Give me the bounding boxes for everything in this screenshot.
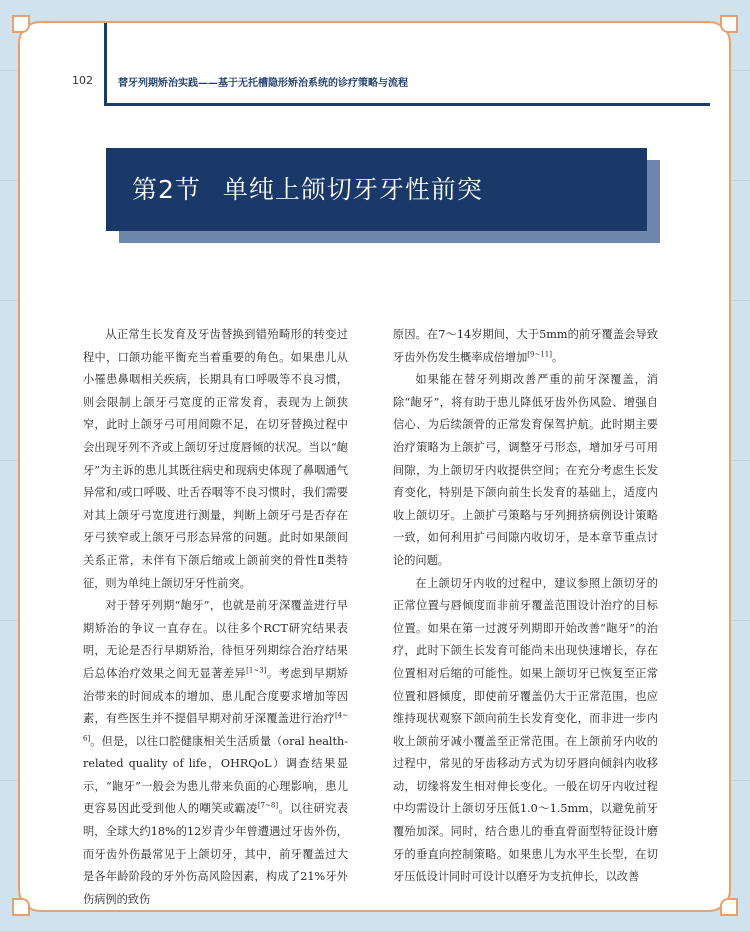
- paragraph: [393, 324, 658, 369]
- text-run: 对于替牙列期“龅牙”，也就是前牙深覆盖进行早期矫治的争议一直存在。以往多个RCT研究结果表明，无论是否行早期矫治，待恒牙列期综合治疗结果后总体治疗效果之间无显著差异: [83, 599, 348, 680]
- citation-ref: [7~8]: [257, 801, 279, 810]
- citation-ref: [4~6]: [83, 711, 348, 742]
- header-horizontal-rule: [104, 103, 710, 106]
- citation-ref: [1~3]: [246, 666, 267, 675]
- citation-ref: [9~11]: [527, 349, 552, 358]
- text-run: 。以往研究表明，全球大约18%的12岁青少年曾遭遇过牙齿外伤，而牙齿外伤最常见于上颌切牙，其中，前牙覆盖过大是各年龄阶段的牙外伤高风险因素，构成了21%牙外伤病例的致伤: [83, 802, 348, 906]
- corner-ornament: [12, 898, 30, 916]
- text-run: 原因。在7～14岁期间，大于5mm的前牙覆盖会导致牙齿外伤发生概率成倍增加: [393, 328, 658, 364]
- text-run: 。: [551, 350, 564, 364]
- paragraph: 如果能在替牙列期改善严重的前牙深覆盖，消除“龅牙”，将有助于患儿降低牙齿外伤风险、增强自信心、为后续颌骨的正常发育保驾护航。此时期主要治疗策略为上颌扩弓，调整牙弓形态，增加牙弓可用间隙，为上颌切牙内收提供空间；在充分考虑生长发育变化，特别是下颌向前生长发育的基础上，适度内收上颌切牙。上颌扩弓策略与牙列拥挤病例设计策略一致，如何利用扩弓间隙内收切牙，是本章节重点讨论的问题。: [393, 373, 658, 567]
- paragraph: [83, 595, 348, 911]
- page-number: 102: [72, 74, 93, 87]
- corner-ornament: [12, 15, 30, 33]
- section-heading: [132, 170, 483, 206]
- text-run: 。考虑到早期矫治带来的时间成本的增加、患儿配合度要求增加等因素，有些医生并不提倡早期对前牙深覆盖进行治疗: [83, 666, 348, 726]
- header-vertical-rule: [104, 23, 107, 105]
- section-title: 单纯上颌切牙牙性前突: [222, 175, 483, 204]
- running-title: 替牙列期矫治实践——基于无托槽隐形矫治系统的诊疗策略与流程: [118, 78, 408, 89]
- right-text-column: [393, 324, 658, 889]
- corner-ornament: [720, 15, 738, 33]
- corner-ornament: [720, 898, 738, 916]
- text-run: 。但是，以往口腔健康相关生活质量（oral health-related quality of life，OHRQoL）调查结果显示，“龅牙”一般会为患儿带来负面的心理影响，患儿更容易因此受到他人的嘲笑或霸凌: [83, 734, 348, 816]
- left-text-column: [83, 324, 348, 911]
- paragraph: 从正常生长发育及牙齿替换到错殆畸形的转变过程中，口颌功能平衡充当着重要的角色。如果患儿从小罹患鼻咽相关疾病，长期具有口呼吸等不良习惯，则会限制上颌牙弓宽度的正常发育，表现为上颌狭窄，此时上颌牙弓可用间隙不足，在切牙替换过程中会出现牙列不齐或上颌切牙过度唇倾的状况。当以“龅牙”为主诉的患儿其既往病史和现病史体现了鼻咽通气异常和/或口呼吸、吐舌吞咽等不良习惯时，我们需要对其上颌牙弓宽度进行测量，判断上颌牙弓是否存在牙弓狭窄或上颌牙弓形态异常的问题。此时如果颌间关系正常，未伴有下颌后缩或上颌前突的骨性Ⅱ类特征，则为单纯上颌切牙牙性前突。: [83, 328, 348, 590]
- section-title-box: [106, 148, 647, 231]
- paragraph: 在上颌切牙内收的过程中，建议参照上颌切牙的正常位置与唇倾度而非前牙覆盖范围设计治疗的目标位置。如果在第一过渡牙列期即开始改善“龅牙”的治疗，此时下颌生长发育可能尚未出现快速增长，存在位置相对后缩的可能性。如果上颌切牙已恢复至正常位置和唇倾度，即使前牙覆盖仍大于正常范围，也应维持现状观察下颌向前生长发育变化，而非进一步内收上颌前牙减小覆盖至正常范围。在上颌前牙内收的过程中，常见的牙齿移动方式为切牙唇向倾斜内收移动，切缘将发生相对伸长变化。一般在切牙内收过程中均需设计上颌切牙压低1.0～1.5mm，以避免前牙覆殆加深。同时，结合患儿的垂直骨面型特征设计磨牙的垂直向控制策略。如果患儿为水平生长型，在切牙压低设计同时可设计以磨牙为支抗伸长，以改善: [393, 576, 658, 884]
- section-number: 第2节: [132, 175, 201, 204]
- book-page: [18, 21, 731, 912]
